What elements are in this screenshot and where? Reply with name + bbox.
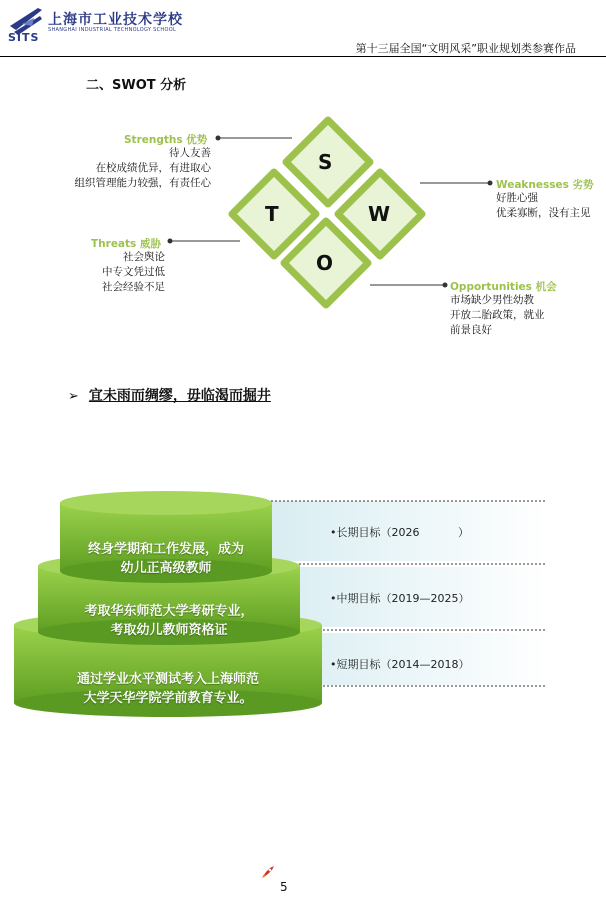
swot-letter-t: T <box>265 202 279 226</box>
opportunities-label: Opportunities 机会 <box>450 281 557 293</box>
sub-heading-text: 宜未雨而绸缪，毋临渴而掘井 <box>88 388 271 404</box>
tier-text-short <box>14 670 322 708</box>
header-competition-title: 第十三届全国“文明风采”职业规划类参赛作品 <box>355 42 576 55</box>
opportunities-dot <box>443 283 448 288</box>
opportunities-list <box>450 293 545 338</box>
swot-letter-w: W <box>368 202 391 226</box>
goal-long-term: •长期目标（2026 ） <box>330 526 469 539</box>
school-name-english: SHANGHAI INDUSTRIAL TECHNOLOGY SCHOOL <box>48 27 177 33</box>
strengths-item: 待人友善 <box>169 147 211 159</box>
threats-item: 社会经验不足 <box>102 281 165 293</box>
school-abbreviation: SITS <box>8 31 40 44</box>
opportunities-item: 前景良好 <box>450 324 492 336</box>
threats-list <box>45 250 165 295</box>
school-name: 上海市工业技术学校 <box>48 12 183 28</box>
weaknesses-item: 优柔寡断，没有主见 <box>496 207 591 219</box>
opportunities-item: 开放二胎政策，就业 <box>450 309 545 321</box>
tier-line: 大学天华学院学前教育专业。 <box>83 691 253 706</box>
tier-line: 幼儿正高级教师 <box>120 561 212 576</box>
rocket-icon <box>260 864 276 880</box>
opportunities-item: 市场缺少男性幼教 <box>450 294 534 306</box>
goal-mid-term: •中期目标（2019—2025） <box>330 592 470 605</box>
weaknesses-list <box>496 191 591 221</box>
arrow-bullet-icon: ➢ <box>68 389 79 404</box>
weaknesses-label: Weaknesses 劣势 <box>496 179 594 191</box>
threats-item: 中专文凭过低 <box>102 266 165 278</box>
strengths-list <box>11 146 211 191</box>
threats-label: Threats 威胁 <box>91 238 161 250</box>
strengths-item: 在校成绩优异，有进取心 <box>95 162 211 174</box>
section-title: 二、SWOT 分析 <box>86 78 187 93</box>
strengths-dot <box>216 136 221 141</box>
strengths-label: Strengths 优势 <box>124 134 208 146</box>
threats-dot <box>168 239 173 244</box>
tier-line: 考取华东师范大学考研专业， <box>84 604 254 619</box>
sub-heading <box>68 385 271 405</box>
tier-line: 通过学业水平测试考入上海师范 <box>76 672 259 687</box>
strengths-item: 组织管理能力较强，有责任心 <box>74 177 211 189</box>
tier-line: 终身学期和工作发展，成为 <box>87 542 244 557</box>
weaknesses-dot <box>488 181 493 186</box>
swot-letter-o: O <box>316 251 334 275</box>
goal-short-term: •短期目标（2014—2018） <box>330 658 470 671</box>
swot-letter-s: S <box>318 150 333 174</box>
tier-line: 考取幼儿教师资格证 <box>110 623 228 638</box>
page-number: 5 <box>280 880 288 894</box>
tier-text-long <box>60 540 272 578</box>
threats-item: 社会舆论 <box>123 251 165 263</box>
tier-text-mid <box>38 602 300 640</box>
weaknesses-item: 好胜心强 <box>496 192 538 204</box>
